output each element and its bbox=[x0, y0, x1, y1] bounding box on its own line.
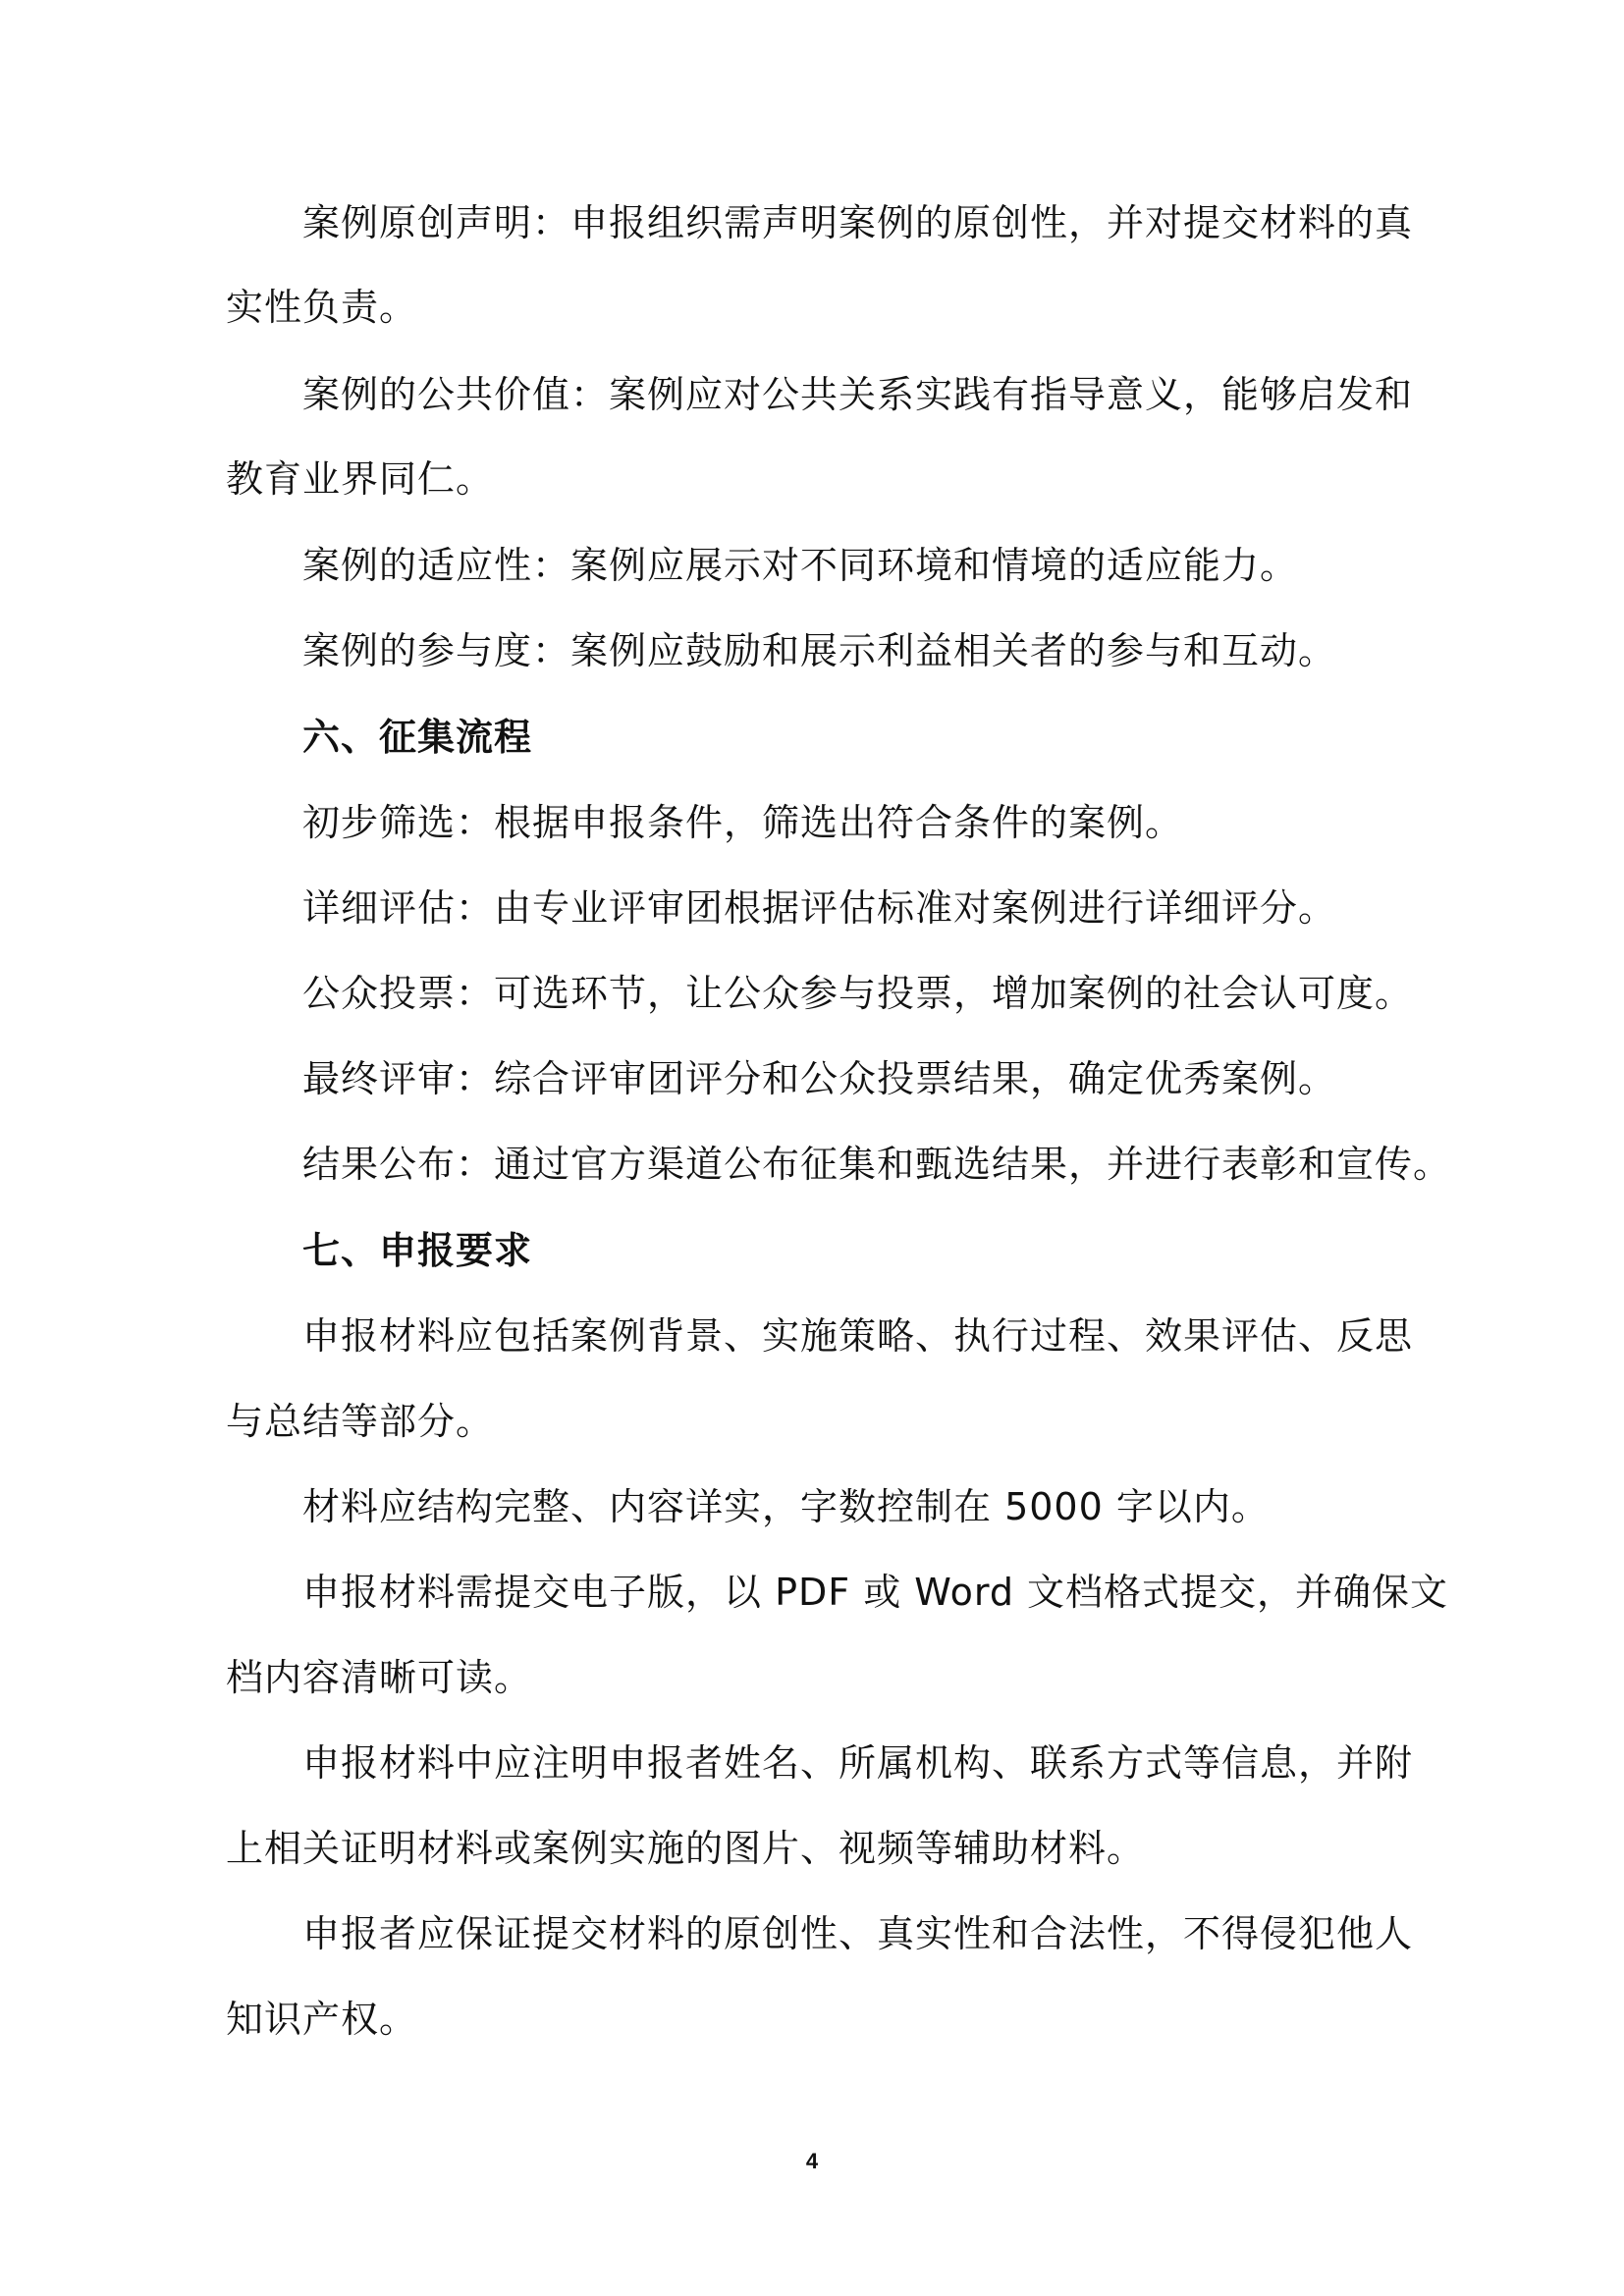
paragraph-electronic-format-line-1: 申报材料需提交电子版，以 PDF 或 Word 文档格式提交，并确保文 bbox=[302, 1571, 1449, 1614]
paragraph-applicant-info-line-2: 上相关证明材料或案例实施的图片、视频等辅助材料。 bbox=[226, 1827, 1146, 1870]
paragraph-public-voting: 公众投票：可选环节，让公众参与投票，增加案例的社会认可度。 bbox=[302, 972, 1414, 1015]
paragraph-public-value-line-1: 案例的公共价值：案例应对公共关系实践有指导意义，能够启发和 bbox=[302, 373, 1414, 416]
paragraph-electronic-format-line-2: 档内容清晰可读。 bbox=[226, 1656, 533, 1699]
section-heading-collection-process: 六、征集流程 bbox=[302, 716, 533, 759]
paragraph-public-value-line-2: 教育业界同仁。 bbox=[226, 457, 495, 501]
paragraph-material-content-line-1: 申报材料应包括案例背景、实施策略、执行过程、效果评估、反思 bbox=[302, 1314, 1414, 1358]
paragraph-material-content-line-2: 与总结等部分。 bbox=[226, 1400, 495, 1443]
page-number: 4 bbox=[805, 2149, 819, 2173]
paragraph-adaptability: 案例的适应性：案例应展示对不同环境和情境的适应能力。 bbox=[302, 544, 1299, 587]
paragraph-originality-guarantee-line-2: 知识产权。 bbox=[226, 1998, 418, 2041]
paragraph-original-statement-line-1: 案例原创声明：申报组织需声明案例的原创性，并对提交材料的真 bbox=[302, 201, 1414, 244]
paragraph-initial-screening: 初步筛选：根据申报条件，筛选出符合条件的案例。 bbox=[302, 801, 1184, 844]
paragraph-participation: 案例的参与度：案例应鼓励和展示利益相关者的参与和互动。 bbox=[302, 629, 1337, 672]
paragraph-result-announcement: 结果公布：通过官方渠道公布征集和甄选结果，并进行表彰和宣传。 bbox=[302, 1143, 1452, 1186]
paragraph-word-limit: 材料应结构完整、内容详实，字数控制在 5000 字以内。 bbox=[302, 1485, 1270, 1528]
paragraph-original-statement-line-2: 实性负责。 bbox=[226, 286, 418, 329]
paragraph-applicant-info-line-1: 申报材料中应注明申报者姓名、所属机构、联系方式等信息，并附 bbox=[302, 1741, 1414, 1785]
paragraph-final-review: 最终评审：综合评审团评分和公众投票结果，确定优秀案例。 bbox=[302, 1057, 1337, 1100]
paragraph-originality-guarantee-line-1: 申报者应保证提交材料的原创性、真实性和合法性，不得侵犯他人 bbox=[302, 1912, 1414, 1955]
paragraph-detailed-evaluation: 详细评估：由专业评审团根据评估标准对案例进行详细评分。 bbox=[302, 886, 1337, 930]
section-heading-submission-requirements: 七、申报要求 bbox=[302, 1229, 533, 1272]
